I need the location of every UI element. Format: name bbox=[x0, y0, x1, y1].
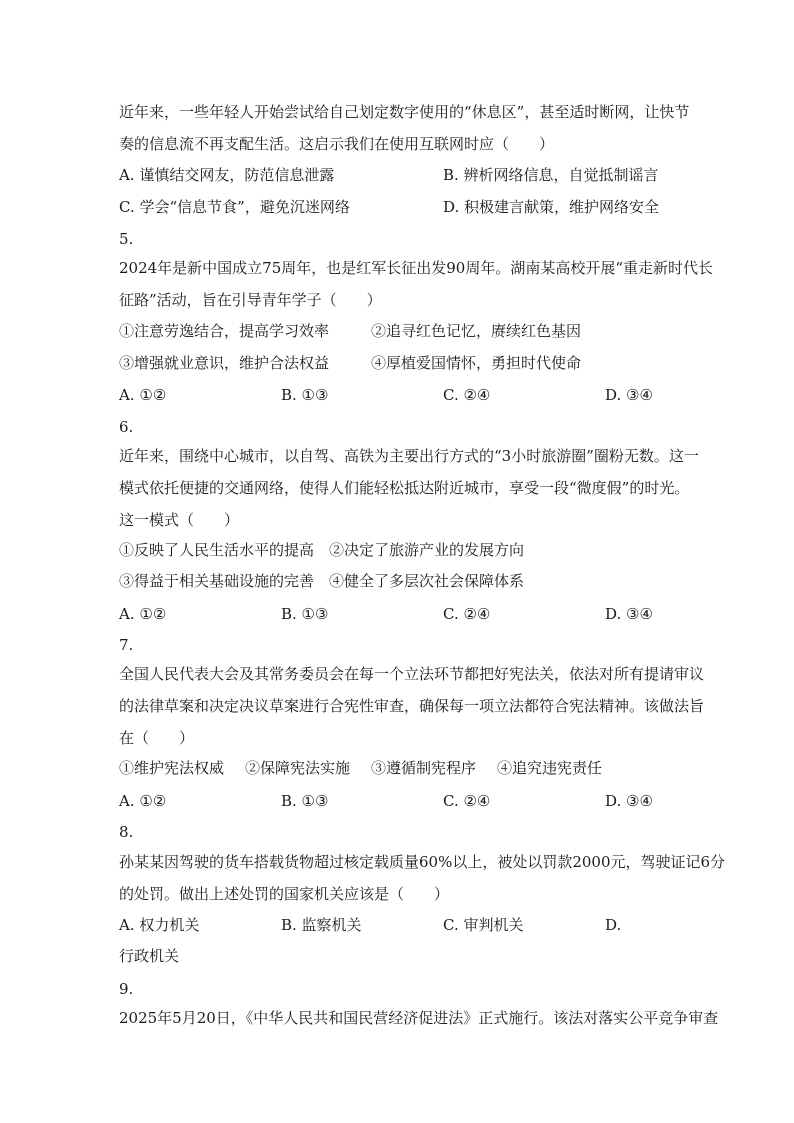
q9-number: 9. bbox=[119, 980, 134, 998]
q6-option-a: A. ①② bbox=[119, 605, 167, 623]
q5-option-c: C. ②④ bbox=[443, 386, 491, 404]
q5-option-d: D. ③④ bbox=[605, 386, 653, 404]
q9-stem-line-1: 2025年5月20日，《中华人民共和国民营经济促进法》正式施行。该法对落实公平竞争审查 bbox=[119, 1009, 719, 1027]
q7-option-a: A. ①② bbox=[119, 792, 167, 810]
q6-number: 6. bbox=[119, 418, 134, 436]
q6-option-d: D. ③④ bbox=[605, 605, 653, 623]
q8-option-c: C. 审判机关 bbox=[443, 916, 524, 934]
q7-option-b: B. ①③ bbox=[281, 792, 329, 810]
q7-stem-line-3: 在（ ） bbox=[119, 729, 195, 747]
q6-stem bbox=[119, 440, 699, 536]
q6-stem-line-2: 模式依托便捷的交通网络，使得人们能轻松抵达附近城市，享受一段“微度假”的时光。 bbox=[119, 479, 690, 497]
q5-item-2: ②追寻红色记忆，赓续红色基因 bbox=[371, 322, 582, 340]
q6-stem-line-3: 这一模式（ ） bbox=[119, 511, 240, 529]
q7-item-2: ②保障宪法实施 bbox=[245, 759, 351, 777]
q6-item-3: ③得益于相关基础设施的完善 bbox=[119, 572, 315, 590]
q6-option-b: B. ①③ bbox=[281, 605, 329, 623]
q6-option-c: C. ②④ bbox=[443, 605, 491, 623]
q7-item-1: ①维护宪法权威 bbox=[119, 759, 225, 777]
q4-stem-line-2: 奏的信息流不再支配生活。这启示我们在使用互联网时应（ ） bbox=[119, 135, 555, 153]
q5-item-3: ③增强就业意识，维护合法权益 bbox=[119, 354, 330, 372]
q4-stem-line-1: 近年来，一些年轻人开始尝试给自己划定数字使用的“休息区”，甚至适时断网，让快节 bbox=[119, 103, 690, 121]
q8-option-d: D. bbox=[605, 916, 622, 934]
q7-stem-line-1: 全国人民代表大会及其常务委员会在每一个立法环节都把好宪法关，依法对所有提请审议 bbox=[119, 665, 705, 683]
q6-item-2: ②决定了旅游产业的发展方向 bbox=[329, 541, 525, 559]
q5-option-a: A. ①② bbox=[119, 386, 167, 404]
q7-option-c: C. ②④ bbox=[443, 792, 491, 810]
q8-option-d-text: 行政机关 bbox=[119, 947, 180, 965]
q8-stem bbox=[119, 846, 726, 910]
q5-stem-line-1: 2024年是新中国成立75周年，也是红军长征出发90周年。湖南某高校开展“重走新时代长 bbox=[119, 259, 714, 277]
q5-option-b: B. ①③ bbox=[281, 386, 329, 404]
q4-option-c: C. 学会“信息节食”，避免沉迷网络 bbox=[119, 198, 350, 216]
q8-stem-line-1: 孙某某因驾驶的货车搭载货物超过核定载质量60%以上，被处以罚款2000元，驾驶证记6分 bbox=[119, 853, 726, 871]
q4-option-d: D. 积极建言献策，维护网络安全 bbox=[443, 198, 660, 216]
q7-stem-line-2: 的法律草案和决定决议草案进行合宪性审查，确保每一项立法都符合宪法精神。该做法旨 bbox=[119, 697, 705, 715]
q8-option-a: A. 权力机关 bbox=[119, 916, 200, 934]
q6-item-4: ④健全了多层次社会保障体系 bbox=[329, 572, 525, 590]
q4-option-a: A. 谨慎结交网友，防范信息泄露 bbox=[119, 166, 335, 184]
q7-number: 7. bbox=[119, 636, 134, 654]
q8-stem-line-2: 的处罚。做出上述处罚的国家机关应该是（ ） bbox=[119, 885, 450, 903]
q6-item-1: ①反映了人民生活水平的提高 bbox=[119, 541, 315, 559]
q5-stem-line-2: 征路”活动，旨在引导青年学子（ ） bbox=[119, 291, 382, 309]
q5-item-4: ④厚植爱国情怀，勇担时代使命 bbox=[371, 354, 582, 372]
q5-number: 5. bbox=[119, 230, 134, 248]
q4-stem bbox=[119, 96, 690, 160]
q6-stem-line-1: 近年来，围绕中心城市，以自驾、高铁为主要出行方式的“3小时旅游圈”圈粉无数。这一 bbox=[119, 447, 699, 465]
q5-stem bbox=[119, 252, 714, 316]
q7-option-d: D. ③④ bbox=[605, 792, 653, 810]
q9-stem bbox=[119, 1002, 719, 1034]
q7-stem bbox=[119, 658, 705, 754]
q7-item-3: ③遵循制宪程序 bbox=[371, 759, 477, 777]
q8-option-b: B. 监察机关 bbox=[281, 916, 362, 934]
q7-item-4: ④追究违宪责任 bbox=[497, 759, 603, 777]
q8-number: 8. bbox=[119, 823, 134, 841]
q5-item-1: ①注意劳逸结合，提高学习效率 bbox=[119, 322, 330, 340]
q4-option-b: B. 辨析网络信息，自觉抵制谣言 bbox=[443, 166, 659, 184]
